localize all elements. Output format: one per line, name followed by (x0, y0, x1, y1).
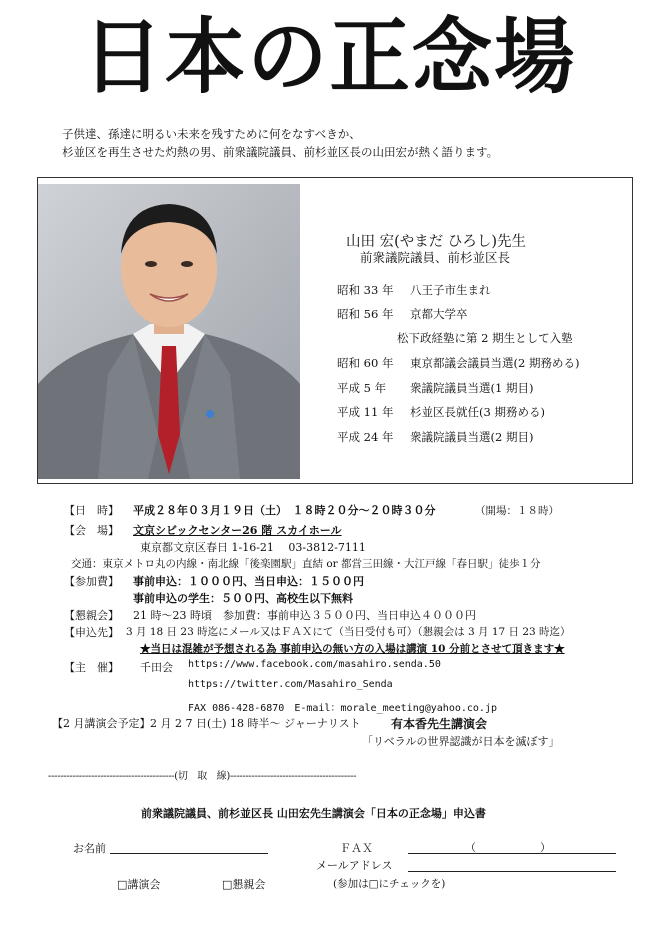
host-contact: FAX 086-428-6870 E-mail：morale_meeting@yahoo.co.jp (188, 703, 497, 714)
fee-label: 【参加費】 (64, 575, 119, 588)
venue-label: 【会 場】 (64, 524, 119, 537)
fee-advance: 事前申込：１０００円、当日申込：１５００円 (133, 575, 364, 588)
party-checkbox[interactable]: □懇親会 (222, 878, 266, 891)
intro-line-2: 杉並区を再生させた灼熱の男、前衆議院議員、前杉並区長の山田宏が熱く語ります。 (62, 145, 499, 159)
access-info: 交通：東京メトロ丸の内線・南北線「後楽園駅」直結 or 都営三田線・大江戸線「春日駅」徒歩１分 (71, 558, 541, 570)
bio-text-2: 京都大学卒 (410, 307, 468, 321)
speaker-role: 前衆議院議員、前杉並区長 (360, 250, 511, 265)
next-event-label: 【2 月講演会予定】 (52, 717, 151, 730)
fee-student: 事前申込の学生：５００円、高校生以下無料 (133, 592, 353, 605)
fax-label: ＦＡＸ (340, 842, 373, 855)
host-twitter-link[interactable]: https://twitter.com/Masahiro_Senda (188, 679, 393, 690)
apply-label: 【申込先】 (64, 626, 119, 639)
date-open: （開場：１８時） (475, 505, 559, 517)
venue-name: 文京シビックセンター26 階 スカイホール (133, 524, 342, 537)
cut-line: -----------------------------------------(切 取 線)----------------------------------------- (48, 771, 357, 782)
next-event-speaker: 有本香先生講演会 (391, 717, 488, 731)
name-label: お名前 (73, 842, 106, 855)
portrait-illustration (38, 184, 300, 479)
lecture-checkbox[interactable]: □講演会 (117, 878, 161, 891)
fax-paren-close: ） (540, 841, 551, 854)
name-field[interactable] (110, 853, 268, 854)
host-label: 【主 催】 (64, 661, 119, 674)
bio-text-4: 東京都議会議員当選(2 期務める) (410, 356, 580, 370)
bio-year-5: 平成 5 年 (337, 381, 387, 395)
bio-text-6: 杉並区長就任(3 期務める) (410, 405, 545, 419)
bio-year-4: 昭和 60 年 (337, 356, 394, 370)
date-value: 平成２８年０３月１９日（土） １８時２０分～２０時３０分 (133, 504, 436, 517)
apply-value: 3 月 18 日 23 時迄にメール又はＦＡＸにて（当日受付も可）（懇親会は 3 月 17 日 23 時迄） (126, 626, 571, 638)
fax-field[interactable] (408, 853, 616, 854)
apply-note: ★当日は混雑が予想される為 事前申込の無い方の入場は講演 10 分前とさせて頂きます★ (140, 643, 565, 655)
venue-address: 東京都文京区春日 1-16-21 03-3812-7111 (140, 541, 366, 554)
party-value: 21 時～23 時頃 参加費：事前申込３５００円、当日申込４０００円 (133, 609, 476, 622)
bio-year-1: 昭和 33 年 (337, 283, 394, 297)
host-facebook-link[interactable]: https://www.facebook.com/masahiro.senda.50 (188, 659, 441, 670)
speaker-name: 山田 宏(やまだ ひろし)先生 (346, 234, 527, 250)
bio-year-7: 平成 24 年 (337, 430, 394, 444)
bio-text-3: 松下政経塾に第 2 期生として入塾 (397, 331, 573, 345)
email-label: メールアドレス (316, 859, 393, 872)
host-name: 千田会 (140, 661, 173, 674)
next-event-value: 2 月 2 7 日(土) 18 時半～ ジャーナリスト (150, 717, 361, 730)
form-heading: 前衆議院議員、前杉並区長 山田宏先生講演会「日本の正念場」申込書 (141, 807, 486, 820)
email-field[interactable] (408, 871, 616, 872)
party-label: 【懇親会】 (64, 609, 119, 622)
bio-year-2: 昭和 56 年 (337, 307, 394, 321)
next-event-theme: 「リベラルの世界認識が日本を滅ぼす」 (362, 735, 560, 748)
fax-paren-open: （ (465, 841, 476, 854)
bio-text-7: 衆議院議員当選(2 期目) (410, 430, 534, 444)
date-label: 【日 時】 (64, 504, 119, 517)
checkbox-note: (参加は□にチェックを) (333, 878, 446, 890)
speaker-photo (38, 184, 300, 479)
bio-year-6: 平成 11 年 (337, 405, 394, 419)
page-title: 日本の正念場 (82, 10, 577, 105)
bio-text-5: 衆議院議員当選(1 期目) (410, 381, 534, 395)
intro-line-1: 子供達、孫達に明るい未来を残すために何をなすべきか、 (62, 127, 361, 141)
bio-text-1: 八王子市生まれ (410, 283, 491, 297)
